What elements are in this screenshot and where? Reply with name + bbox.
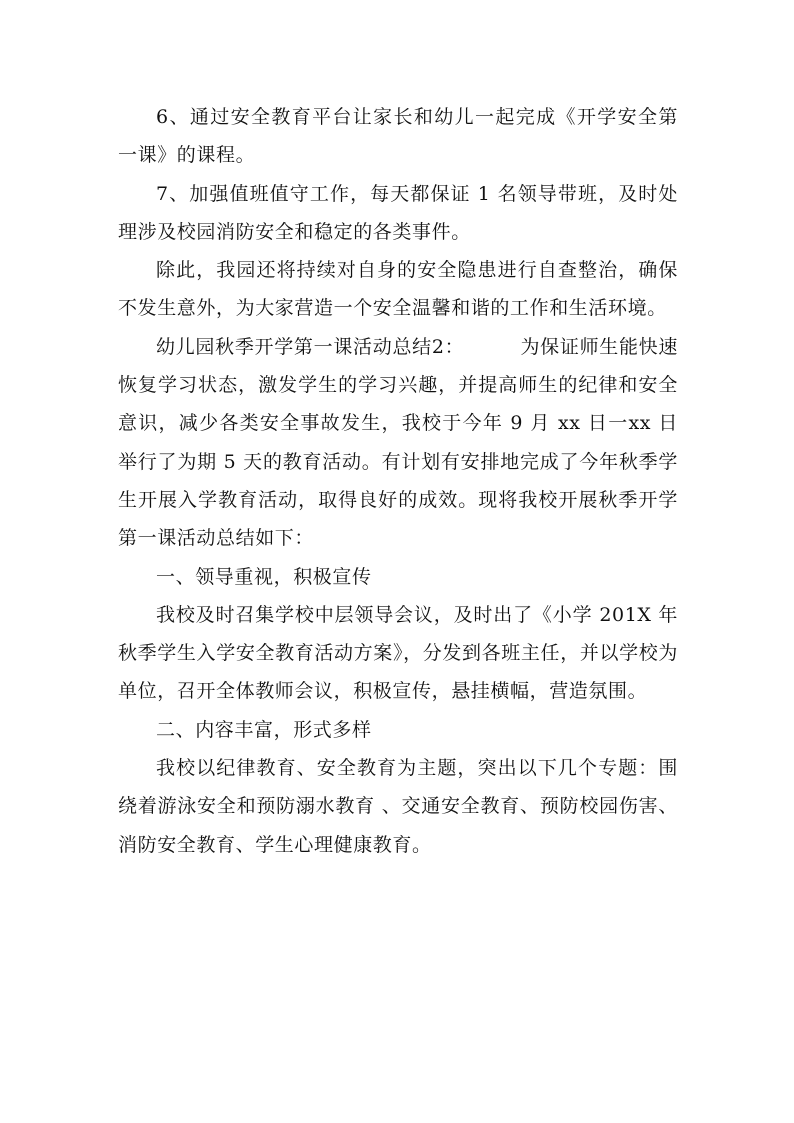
paragraph-item-7: 7、加强值班值守工作，每天都保证 1 名领导带班，及时处理涉及校园消防安全和稳定的各类事件。 [118, 182, 678, 243]
document-body [118, 98, 678, 864]
section-body-1: 我校及时召集学校中层领导会议，及时出了《小学 201X 年秋季学生入学安全教育活动方案》，分发到各班主任，并以学校为单位，召开全体教师会议，积极宣传，悬挂横幅，营造氛围。 [118, 603, 678, 703]
section-body-2: 我校以纪律教育、安全教育为主题，突出以下几个专题：围绕着游泳安全和预防溺水教育 、交通安全教育、预防校园伤害、消防安全教育、学生心理健康教育。 [118, 757, 678, 856]
paragraph-conclusion: 除此，我园还将持续对自身的安全隐患进行自查整治，确保不发生意外，为大家营造一个安全温馨和谐的工作和生活环境。 [118, 259, 678, 320]
paragraph-summary [118, 328, 678, 558]
summary-title: 幼儿园秋季开学第一课活动总结2： [156, 335, 465, 358]
summary-body: 为保证师生能快速恢复学习状态，激发学生的学习兴趣，并提高师生的纪律和安全意识，减少各类安全事故发生，我校于今年 9 月 xx 日一xx 日举行了为期 5 天的教育活动。有计划有安排地完成了今年秋季学生开展入学教育活动，取得良好的成效。现将我校开展秋季开学第一课活动总结如下： [118, 335, 678, 550]
section-heading-2: 二、内容丰富，形式多样 [156, 718, 372, 741]
paragraph-item-6: 6、通过安全教育平台让家长和幼儿一起完成《开学安全第一课》的课程。 [118, 106, 678, 167]
section-heading-1: 一、领导重视，积极宣传 [156, 565, 372, 588]
